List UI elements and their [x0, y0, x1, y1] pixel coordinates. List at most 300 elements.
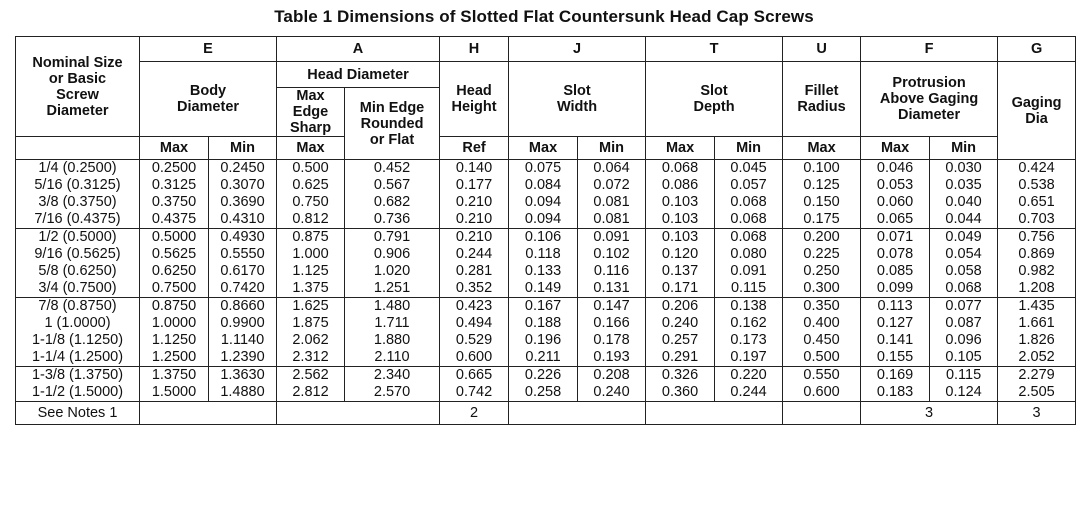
header-gaging-dia — [998, 62, 1076, 160]
cell-value: 0.538 — [1018, 177, 1055, 193]
cell-value: 0.2450 — [220, 160, 265, 176]
cell-h-ref — [440, 160, 509, 229]
cell-value: 0.3070 — [220, 177, 265, 193]
header-line: Body — [189, 83, 227, 99]
cell-value: 0.141 — [876, 332, 914, 348]
cell-value: 0.703 — [1018, 211, 1055, 227]
table-row-group — [16, 160, 1076, 229]
header-nominal-line: Diameter — [46, 102, 109, 119]
cell-value: 0.155 — [876, 349, 914, 365]
cell-value: 0.054 — [945, 246, 982, 262]
cell-value: 0.352 — [455, 280, 493, 296]
cell-value: 2.279 — [1018, 367, 1055, 383]
cell-h-ref — [440, 367, 509, 402]
cell-value: 0.094 — [524, 211, 562, 227]
cell-a-max-edge-sharp — [277, 367, 345, 402]
notes-f: 3 — [861, 402, 998, 425]
cell-value: 1.375 — [292, 280, 329, 296]
cell-value: 0.791 — [373, 229, 411, 245]
cell-value: 0.068 — [945, 280, 982, 296]
cell-value: 0.147 — [593, 298, 630, 314]
header-line: Above Gaging — [879, 91, 979, 107]
cell-value: 2.052 — [1018, 349, 1055, 365]
cell-value: 0.138 — [730, 298, 767, 314]
notes-e — [140, 402, 277, 425]
cell-g-gaging-dia — [998, 160, 1076, 229]
cell-value: 0.086 — [661, 177, 699, 193]
cell-value: 0.115 — [730, 280, 767, 296]
cell-t-min — [715, 160, 783, 229]
cell-value: 0.087 — [945, 315, 982, 331]
cell-value: 0.210 — [455, 211, 493, 227]
cell-value: 0.210 — [455, 194, 493, 210]
cell-value: 2.562 — [292, 367, 329, 383]
cell-value: 0.053 — [876, 177, 914, 193]
cell-value: 0.057 — [730, 177, 767, 193]
cell-value: 1-1/2 (1.5000) — [31, 384, 124, 400]
cell-value: 1.1250 — [151, 332, 197, 348]
cell-t-max — [646, 367, 715, 402]
cell-g-gaging-dia — [998, 298, 1076, 367]
cell-value: 0.875 — [292, 229, 329, 245]
cell-e-min — [209, 298, 277, 367]
header-letter-t: T — [646, 37, 783, 62]
header-slot-depth — [646, 62, 783, 137]
cell-value: 0.065 — [876, 211, 914, 227]
cell-value: 0.058 — [945, 263, 982, 279]
cell-value: 0.046 — [876, 160, 914, 176]
cell-value: 0.3125 — [151, 177, 197, 193]
header-line: Radius — [797, 99, 846, 115]
header-j-min: Min — [578, 137, 646, 160]
header-nominal-line: or Basic — [48, 70, 107, 87]
cell-value: 0.210 — [455, 229, 493, 245]
cell-value: 1.3630 — [220, 367, 265, 383]
cell-value: 0.137 — [661, 263, 699, 279]
cell-e-max — [140, 229, 209, 298]
cell-value: 0.257 — [661, 332, 699, 348]
cell-value: 2.505 — [1018, 384, 1055, 400]
cell-e-max — [140, 367, 209, 402]
cell-value: 0.094 — [524, 194, 562, 210]
cell-value: 0.078 — [876, 246, 914, 262]
cell-value: 1.2390 — [220, 349, 265, 365]
cell-value: 0.115 — [945, 367, 982, 383]
header-line: or Flat — [369, 131, 415, 148]
cell-value: 0.105 — [945, 349, 982, 365]
cell-value: 0.300 — [803, 280, 840, 296]
cell-value: 0.4930 — [220, 229, 265, 245]
header-t-max: Max — [646, 137, 715, 160]
header-row-maxmin — [16, 137, 1076, 160]
cell-a-max-edge-sharp — [277, 298, 345, 367]
cell-value: 0.171 — [661, 280, 699, 296]
cell-value: 0.072 — [593, 177, 630, 193]
cell-f-max — [861, 160, 930, 229]
cell-value: 9/16 (0.5625) — [34, 246, 121, 262]
cell-value: 1/2 (0.5000) — [38, 229, 117, 245]
header-head-diameter: Head Diameter — [277, 62, 440, 88]
cell-value: 0.452 — [373, 160, 411, 176]
header-slot-width — [509, 62, 646, 137]
cell-j-max — [509, 229, 578, 298]
cell-g-gaging-dia — [998, 367, 1076, 402]
cell-value: 0.756 — [1018, 229, 1055, 245]
cell-value: 1.711 — [374, 315, 410, 331]
notes-label: See Notes 1 — [16, 402, 140, 425]
cell-value: 0.068 — [730, 194, 767, 210]
cell-value: 0.196 — [524, 332, 562, 348]
cell-value: 1 (1.0000) — [44, 315, 111, 331]
cell-value: 1.251 — [373, 280, 411, 296]
cell-e-max — [140, 160, 209, 229]
cell-value: 1.625 — [292, 298, 329, 314]
cell-j-min — [578, 298, 646, 367]
cell-a-min-edge-rounded — [345, 160, 440, 229]
cell-value: 1.435 — [1018, 298, 1055, 314]
cell-value: 0.166 — [593, 315, 630, 331]
header-line: Rounded — [360, 115, 424, 132]
cell-value: 0.244 — [730, 384, 767, 400]
cell-value: 0.500 — [803, 349, 840, 365]
header-u-max: Max — [783, 137, 861, 160]
header-letter-a: A — [277, 37, 440, 62]
header-line: Fillet — [804, 83, 839, 99]
cell-value: 0.350 — [803, 298, 840, 314]
cell-value: 0.173 — [730, 332, 767, 348]
header-j-max: Max — [509, 137, 578, 160]
notes-h: 2 — [440, 402, 509, 425]
header-row-letters — [16, 37, 1076, 62]
header-line: Sharp — [289, 120, 332, 136]
cell-value: 0.625 — [292, 177, 329, 193]
cell-value: 0.250 — [803, 263, 840, 279]
cell-value: 0.040 — [945, 194, 982, 210]
cell-value: 0.424 — [1018, 160, 1055, 176]
header-line: Width — [556, 99, 598, 115]
notes-u — [783, 402, 861, 425]
cell-value: 2.570 — [373, 384, 411, 400]
cell-value: 0.291 — [661, 349, 699, 365]
cell-value: 0.077 — [945, 298, 982, 314]
table-body — [16, 160, 1076, 402]
table-row-group — [16, 367, 1076, 402]
cell-value: 0.080 — [730, 246, 767, 262]
cell-value: 0.5625 — [151, 246, 197, 262]
cell-value: 0.750 — [292, 194, 329, 210]
cell-u-max — [783, 229, 861, 298]
header-letter-u: U — [783, 37, 861, 62]
cell-value: 1.480 — [373, 298, 411, 314]
cell-value: 0.113 — [877, 298, 913, 314]
cell-f-max — [861, 229, 930, 298]
cell-value: 0.2500 — [151, 160, 197, 176]
header-letter-f: F — [861, 37, 998, 62]
cell-value: 0.200 — [803, 229, 840, 245]
cell-value: 1.880 — [373, 332, 411, 348]
header-empty — [16, 137, 140, 160]
cell-value: 0.4310 — [220, 211, 265, 227]
cell-value: 0.075 — [524, 160, 562, 176]
cell-value: 0.208 — [593, 367, 630, 383]
table-row-group — [16, 229, 1076, 298]
cell-value: 0.326 — [661, 367, 699, 383]
notes-t — [646, 402, 783, 425]
cell-value: 2.812 — [292, 384, 329, 400]
cell-value: 0.071 — [876, 229, 914, 245]
cell-a-min-edge-rounded — [345, 298, 440, 367]
cell-value: 0.240 — [661, 315, 699, 331]
cell-value: 0.118 — [525, 246, 561, 262]
header-line: Head — [456, 83, 492, 99]
cell-f-min — [930, 367, 998, 402]
cell-value: 0.906 — [373, 246, 411, 262]
cell-value: 0.106 — [524, 229, 562, 245]
cell-j-max — [509, 367, 578, 402]
cell-value: 3/8 (0.3750) — [38, 194, 117, 210]
header-row-names — [16, 62, 1076, 88]
table-row-group — [16, 298, 1076, 367]
cell-value: 0.258 — [524, 384, 562, 400]
cell-value: 0.600 — [455, 349, 493, 365]
cell-value: 0.068 — [730, 211, 767, 227]
cell-value: 1-1/8 (1.1250) — [31, 332, 124, 348]
header-h-ref: Ref — [440, 137, 509, 160]
cell-value: 0.567 — [373, 177, 411, 193]
cell-value: 0.7420 — [220, 280, 265, 296]
cell-value: 7/8 (0.8750) — [38, 298, 117, 314]
cell-value: 0.169 — [876, 367, 914, 383]
cell-value: 0.3690 — [220, 194, 265, 210]
cell-value: 0.044 — [945, 211, 982, 227]
header-line: Edge — [292, 104, 329, 120]
cell-value: 1.875 — [292, 315, 329, 331]
cell-f-max — [861, 298, 930, 367]
cell-f-min — [930, 298, 998, 367]
cell-value: 0.102 — [593, 246, 630, 262]
cell-value: 3/4 (0.7500) — [38, 280, 117, 296]
header-line: Height — [451, 99, 497, 115]
header-max-edge-sharp — [277, 88, 345, 137]
header-line: Slot — [700, 83, 728, 99]
header-fillet-radius — [783, 62, 861, 137]
cell-value: 0.651 — [1018, 194, 1055, 210]
cell-t-min — [715, 298, 783, 367]
cell-value: 0.035 — [945, 177, 982, 193]
cell-value: 0.127 — [876, 315, 914, 331]
cell-value: 0.6250 — [151, 263, 197, 279]
cell-value: 0.183 — [876, 384, 914, 400]
header-t-min: Min — [715, 137, 783, 160]
cell-value: 0.030 — [945, 160, 982, 176]
cell-value: 1.208 — [1018, 280, 1055, 296]
cell-h-ref — [440, 229, 509, 298]
cell-value: 0.131 — [593, 280, 630, 296]
cell-value: 2.110 — [374, 349, 410, 365]
cell-value: 1.000 — [292, 246, 329, 262]
cell-value: 0.5000 — [151, 229, 197, 245]
cell-value: 2.062 — [292, 332, 329, 348]
cell-value: 0.064 — [593, 160, 630, 176]
cell-value: 0.206 — [661, 298, 699, 314]
header-a-max: Max — [277, 137, 345, 160]
cell-value: 0.103 — [661, 194, 699, 210]
cell-u-max — [783, 367, 861, 402]
cell-value: 1/4 (0.2500) — [38, 160, 117, 176]
cell-j-max — [509, 160, 578, 229]
header-body-diameter — [140, 62, 277, 137]
cell-value: 0.045 — [730, 160, 767, 176]
cell-value: 0.211 — [525, 349, 561, 365]
cell-value: 0.084 — [524, 177, 562, 193]
cell-value: 0.400 — [803, 315, 840, 331]
cell-t-min — [715, 229, 783, 298]
cell-f-max — [861, 367, 930, 402]
cell-value: 0.736 — [373, 211, 411, 227]
table-title: Table 1 Dimensions of Slotted Flat Countersunk Head Cap Screws — [274, 7, 814, 26]
cell-nominal-size — [16, 229, 140, 298]
header-line: Protrusion — [892, 75, 966, 91]
cell-value: 0.116 — [593, 263, 630, 279]
cell-value: 1.125 — [292, 263, 329, 279]
cell-value: 0.049 — [945, 229, 982, 245]
header-f-max: Max — [861, 137, 930, 160]
cell-value: 1.0000 — [151, 315, 197, 331]
cell-value: 0.665 — [455, 367, 493, 383]
cell-t-max — [646, 229, 715, 298]
cell-value: 0.8750 — [151, 298, 197, 314]
header-e-min: Min — [209, 137, 277, 160]
header-line: Depth — [693, 99, 735, 115]
header-letter-e: E — [140, 37, 277, 62]
cell-nominal-size — [16, 160, 140, 229]
cell-value: 0.682 — [373, 194, 411, 210]
header-line: Dia — [1025, 110, 1048, 127]
header-min-edge-rounded — [345, 88, 440, 160]
cell-j-min — [578, 160, 646, 229]
cell-value: 0.140 — [455, 160, 493, 176]
header-line: Diameter — [176, 99, 240, 115]
cell-nominal-size — [16, 367, 140, 402]
cell-value: 1.1140 — [220, 332, 265, 348]
cell-a-min-edge-rounded — [345, 229, 440, 298]
cell-value: 0.085 — [876, 263, 914, 279]
cell-value: 0.494 — [455, 315, 493, 331]
cell-t-min — [715, 367, 783, 402]
cell-value: 0.6170 — [220, 263, 265, 279]
header-line: Slot — [563, 83, 591, 99]
cell-value: 1.826 — [1018, 332, 1055, 348]
header-nominal-size — [16, 37, 140, 137]
cell-value: 0.240 — [593, 384, 630, 400]
cell-value: 0.220 — [730, 367, 767, 383]
header-letter-g: G — [998, 37, 1076, 62]
cell-value: 0.5550 — [220, 246, 265, 262]
cell-value: 2.340 — [373, 367, 411, 383]
header-head-height — [440, 62, 509, 137]
cell-a-max-edge-sharp — [277, 160, 345, 229]
cell-value: 0.500 — [292, 160, 329, 176]
cell-value: 0.060 — [876, 194, 914, 210]
cell-value: 0.167 — [524, 298, 562, 314]
cell-value: 0.096 — [945, 332, 982, 348]
cell-value: 0.197 — [730, 349, 767, 365]
cell-value: 2.312 — [292, 349, 329, 365]
cell-u-max — [783, 160, 861, 229]
cell-value: 0.4375 — [151, 211, 197, 227]
cell-f-min — [930, 160, 998, 229]
cell-value: 1.3750 — [151, 367, 197, 383]
cell-value: 0.178 — [593, 332, 630, 348]
cell-value: 0.982 — [1018, 263, 1055, 279]
cell-value: 0.081 — [593, 211, 630, 227]
cell-value: 1.020 — [373, 263, 411, 279]
cell-e-min — [209, 229, 277, 298]
header-line: Max — [296, 88, 325, 104]
cell-value: 0.120 — [661, 246, 699, 262]
cell-a-min-edge-rounded — [345, 367, 440, 402]
cell-value: 0.100 — [803, 160, 840, 176]
cell-t-max — [646, 298, 715, 367]
cell-e-max — [140, 298, 209, 367]
dimensions-table — [15, 36, 1076, 425]
cell-value: 0.225 — [803, 246, 840, 262]
cell-a-max-edge-sharp — [277, 229, 345, 298]
cell-value: 0.175 — [803, 211, 840, 227]
cell-value: 0.360 — [661, 384, 699, 400]
cell-value: 0.3750 — [151, 194, 197, 210]
cell-value: 0.7500 — [151, 280, 197, 296]
cell-value: 0.8660 — [220, 298, 265, 314]
cell-value: 1-3/8 (1.3750) — [31, 367, 124, 383]
cell-t-max — [646, 160, 715, 229]
cell-value: 0.9900 — [220, 315, 265, 331]
cell-value: 1.4880 — [220, 384, 265, 400]
cell-value: 0.550 — [803, 367, 840, 383]
notes-a — [277, 402, 440, 425]
header-nominal-line: Screw — [56, 86, 99, 103]
cell-j-max — [509, 298, 578, 367]
header-letter-j: J — [509, 37, 646, 62]
cell-value: 0.150 — [803, 194, 840, 210]
cell-value: 0.244 — [455, 246, 493, 262]
cell-value: 5/16 (0.3125) — [34, 177, 121, 193]
notes-j — [509, 402, 646, 425]
header-f-min: Min — [930, 137, 998, 160]
cell-value: 0.742 — [455, 384, 493, 400]
cell-value: 0.068 — [730, 229, 767, 245]
header-line: Diameter — [898, 107, 961, 123]
notes-g: 3 — [998, 402, 1076, 425]
cell-value: 1-1/4 (1.2500) — [31, 349, 124, 365]
cell-e-min — [209, 160, 277, 229]
cell-value: 0.099 — [876, 280, 914, 296]
cell-value: 1.661 — [1018, 315, 1055, 331]
cell-j-min — [578, 229, 646, 298]
header-line: Min Edge — [359, 99, 425, 116]
cell-g-gaging-dia — [998, 229, 1076, 298]
cell-value: 0.529 — [455, 332, 493, 348]
cell-u-max — [783, 298, 861, 367]
cell-value: 0.600 — [803, 384, 840, 400]
cell-value: 0.068 — [661, 160, 699, 176]
cell-value: 0.162 — [730, 315, 767, 331]
cell-value: 0.177 — [455, 177, 493, 193]
cell-value: 0.124 — [945, 384, 982, 400]
cell-value: 1.2500 — [151, 349, 197, 365]
cell-e-min — [209, 367, 277, 402]
cell-f-min — [930, 229, 998, 298]
